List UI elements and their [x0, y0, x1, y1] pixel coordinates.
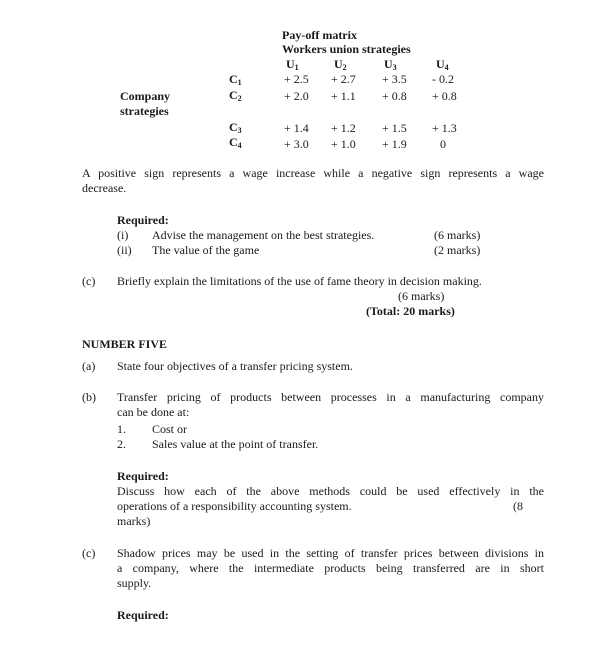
part-c2-line2: a company, where the intermediate products being transferred are in short	[117, 561, 544, 575]
cell-c3-u1: + 1.4	[284, 121, 309, 135]
part-c2-label: (c)	[82, 546, 96, 560]
part-b-required-line2: operations of a responsibility accounting system.	[117, 499, 352, 513]
row-header-c2: $C_2$	[229, 88, 242, 103]
required-item-marks: (6 marks)	[434, 228, 481, 242]
row-header-c3: $C_3$	[229, 120, 242, 135]
cell-c3-u3: + 1.5	[382, 121, 407, 135]
column-header-u4: $U_4$	[436, 57, 449, 72]
matrix-subtitle: Workers union strategies	[282, 42, 411, 56]
part-b-required-line3: marks)	[117, 514, 151, 528]
cell-c4-u2: + 1.0	[331, 137, 356, 151]
part-b-line2: can be done at:	[117, 405, 190, 419]
part-c-marks: (6 marks)	[398, 289, 445, 303]
required-item-text: The value of the game	[152, 243, 260, 257]
required-item-num: (i)	[117, 228, 129, 242]
part-a-label: (a)	[82, 359, 96, 373]
cell-c4-u4: 0	[440, 137, 446, 151]
row-group-label-strategies: strategies	[120, 104, 169, 118]
part-c-label: (c)	[82, 274, 96, 288]
column-header-u2: $U_2$	[334, 57, 347, 72]
column-header-u1: $U_1$	[286, 57, 299, 72]
required-item-text: Advise the management on the best strategies.	[152, 228, 375, 242]
required-item-marks: (2 marks)	[434, 243, 481, 257]
part-b-line1: Transfer pricing of products between processes in a manufacturing company	[117, 390, 544, 404]
list-item-text: Sales value at the point of transfer.	[152, 437, 319, 451]
cell-c2-u1: + 2.0	[284, 89, 309, 103]
column-header-u3: $U_3$	[384, 57, 397, 72]
sign-note	[82, 166, 544, 196]
cell-c1-u4: - 0.2	[432, 72, 454, 86]
part-c2-line1: Shadow prices may be used in the setting of transfer prices between divisions in	[117, 546, 544, 560]
part-a-text: State four objectives of a transfer pricing system.	[117, 359, 353, 373]
part-b-text	[117, 390, 544, 420]
cell-c2-u4: + 0.8	[432, 89, 457, 103]
row-header-c4: $C_4$	[229, 135, 242, 150]
sign-note-line2: decrease.	[82, 181, 127, 195]
part-c2-line3: supply.	[117, 576, 152, 590]
question-total-marks: (Total: 20 marks)	[366, 304, 455, 318]
required-heading: Required:	[117, 213, 169, 227]
part-b-required-marks: (8	[513, 499, 523, 513]
list-item-num: 1.	[117, 422, 126, 436]
part-c2-required-heading: Required:	[117, 608, 169, 622]
cell-c4-u1: + 3.0	[284, 137, 309, 151]
part-c-text: Briefly explain the limitations of the use of fame theory in decision making.	[117, 274, 482, 288]
cell-c3-u2: + 1.2	[331, 121, 356, 135]
part-c2-text	[117, 546, 544, 591]
section-heading: NUMBER FIVE	[82, 337, 168, 351]
row-group-label-company: Company	[120, 89, 171, 103]
part-b-required-heading: Required:	[117, 469, 169, 483]
cell-c1-u2: + 2.7	[331, 72, 356, 86]
cell-c1-u1: + 2.5	[284, 72, 309, 86]
list-item-num: 2.	[117, 437, 126, 451]
matrix-title: Pay-off matrix	[282, 28, 357, 42]
list-item-text: Cost or	[152, 422, 188, 436]
cell-c3-u4: + 1.3	[432, 121, 457, 135]
part-b-required-text	[117, 484, 544, 499]
cell-c1-u3: + 3.5	[382, 72, 407, 86]
cell-c4-u3: + 1.9	[382, 137, 407, 151]
cell-c2-u3: + 0.8	[382, 89, 407, 103]
part-b-required-line1: Discuss how each of the above methods could be used effectively in the	[117, 484, 544, 498]
row-header-c1: $C_1$	[229, 72, 242, 87]
required-item-num: (ii)	[117, 243, 132, 257]
part-b-label: (b)	[82, 390, 96, 404]
cell-c2-u2: + 1.1	[331, 89, 356, 103]
sign-note-line1: A positive sign represents a wage increase while a negative sign represents a wage	[82, 166, 544, 180]
